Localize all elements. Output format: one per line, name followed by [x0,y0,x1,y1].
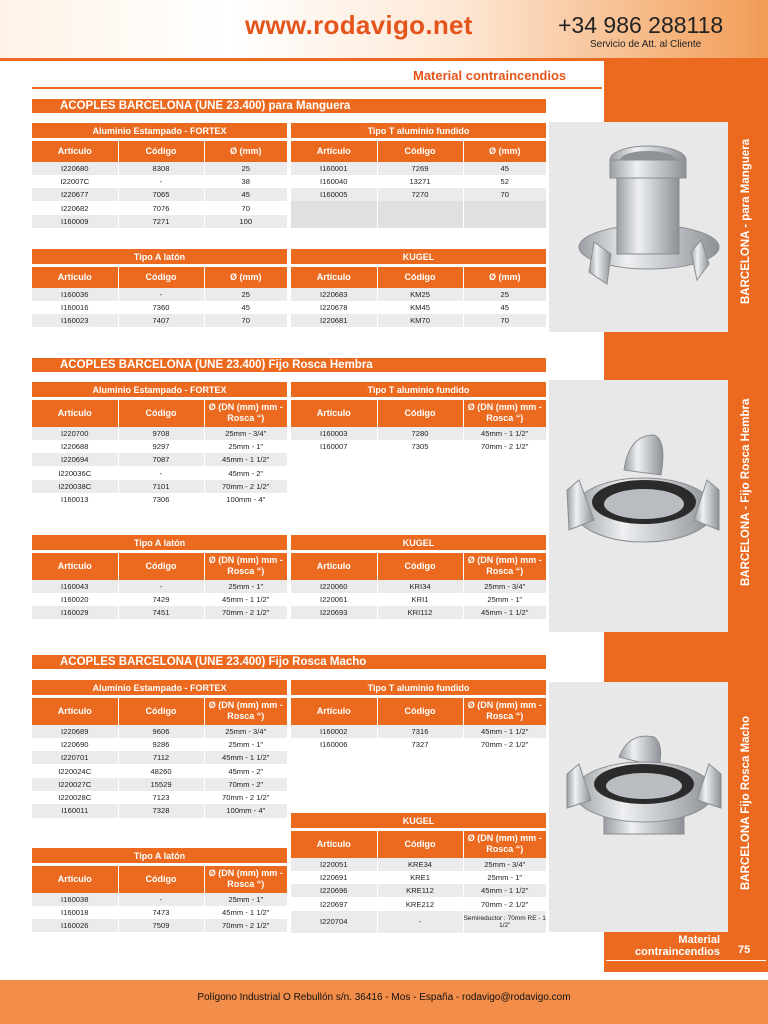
table-row [32,427,287,440]
table-row [32,493,287,506]
article-cell: I220036C [32,466,118,479]
empty-cell [291,215,377,228]
code-cell: 7306 [118,493,204,506]
table-row [32,606,287,619]
column-header: Código [377,697,463,725]
table-title: KUGEL [291,535,546,552]
size-cell: 70mm - 2 1/2" [204,919,287,932]
article-cell: I160007 [291,440,377,453]
table-row [291,738,546,751]
table-row [291,911,546,933]
size-cell: 45mm - 1 1/2" [463,427,546,440]
article-cell: I160002 [291,725,377,738]
size-cell: 25mm - 3/4" [463,858,546,871]
product-photo-panel [549,122,728,332]
code-cell: KRE34 [377,858,463,871]
page-number: 75 [738,944,751,956]
column-header: Código [118,399,204,427]
article-cell: I220677 [32,188,118,201]
table-row [291,288,546,301]
table-body [291,162,546,228]
article-cell: I220061 [291,593,377,606]
table-row [32,453,287,466]
size-cell: 45mm - 2" [204,764,287,777]
code-cell: KM70 [377,314,463,327]
table-row [32,906,287,919]
table-row [32,804,287,817]
table-row [32,175,287,188]
code-cell: 7407 [118,314,204,327]
article-cell: I220060 [291,580,377,593]
code-cell: 7271 [118,215,204,228]
footer-material-label: Material contraincendios [635,934,720,958]
article-cell: I160006 [291,738,377,751]
article-cell: I220691 [291,871,377,884]
code-cell: 7360 [118,301,204,314]
size-cell: 45mm - 2" [204,466,287,479]
table-row [32,466,287,479]
group-title: ACOPLES BARCELONA (UNE 23.400) Fijo Rosca Hembra [32,358,546,372]
table-title: Tipo A latón [32,848,287,865]
code-cell: 7269 [377,162,463,175]
table-row [291,593,546,606]
size-cell: 70mm - 2 1/2" [463,738,546,751]
size-cell: 25mm - 1" [204,893,287,906]
table-title: Tipo T aluminio fundido [291,382,546,399]
table-row [291,301,546,314]
article-cell: I160023 [32,314,118,327]
code-cell: 7112 [118,751,204,764]
article-cell: I160009 [32,215,118,228]
size-cell: 100mm - 4" [204,493,287,506]
article-cell: I160013 [32,493,118,506]
article-cell: I160038 [32,893,118,906]
article-cell: I160018 [32,906,118,919]
code-cell: 48260 [118,764,204,777]
article-cell: I220027C [32,778,118,791]
product-table [32,535,287,619]
size-cell: 25mm - 1" [463,593,546,606]
code-cell: 9297 [118,440,204,453]
table-row [291,606,546,619]
table-title: KUGEL [291,249,546,266]
table-row [32,778,287,791]
size-cell: 45 [463,162,546,175]
header-bar [0,0,768,61]
column-header: Artículo [32,266,118,288]
product-photo-panel [549,380,728,632]
code-cell: 9286 [118,738,204,751]
side-label: BARCELONA - Fijo Rosca Hembra [740,398,752,586]
column-header: Ø (DN (mm) mm - Rosca “) [204,399,287,427]
table-row [32,480,287,493]
table-body [32,893,287,933]
code-cell: 7451 [118,606,204,619]
table-row [291,188,546,201]
size-cell: 25mm - 1" [204,440,287,453]
article-cell: I220051 [291,858,377,871]
table-row [32,593,287,606]
table-row [32,919,287,932]
article-cell: I22007C [32,175,118,188]
size-cell: 45mm - 1 1/2" [463,606,546,619]
article-cell: I220701 [32,751,118,764]
size-cell: 25mm - 3/4" [204,427,287,440]
article-cell: I220028C [32,791,118,804]
column-header: Código [118,697,204,725]
table-row [291,725,546,738]
article-cell: I220697 [291,897,377,910]
article-cell: I160036 [32,288,118,301]
table-row [291,162,546,175]
article-cell: I220694 [32,453,118,466]
empty-cell [463,201,546,214]
table-title: Tipo A latón [32,535,287,552]
article-cell: I160001 [291,162,377,175]
section-title: Material contraincendios [413,68,567,83]
table-row [32,301,287,314]
table-body [32,580,287,620]
table-row [291,858,546,871]
table-row [291,580,546,593]
column-header: Ø (mm) [204,266,287,288]
table-row [291,897,546,910]
product-table [291,680,546,751]
article-cell: I220688 [32,440,118,453]
size-cell: 70mm - 2" [204,778,287,791]
empty-cell [377,215,463,228]
empty-cell [377,201,463,214]
size-cell: 52 [463,175,546,188]
empty-cell [463,215,546,228]
table-row [291,871,546,884]
size-cell: 70 [204,314,287,327]
code-cell: KRE212 [377,897,463,910]
article-cell: I160016 [32,301,118,314]
size-cell: 100mm - 4" [204,804,287,817]
code-cell: 9606 [118,725,204,738]
table-body [291,725,546,752]
size-cell: 25 [463,288,546,301]
table-title: Aluminio Estampado - FORTEX [32,680,287,697]
article-cell: I160020 [32,593,118,606]
size-cell: 70mm - 2 1/2" [204,606,287,619]
column-header: Artículo [291,830,377,858]
article-cell: I220700 [32,427,118,440]
group-title: ACOPLES BARCELONA (UNE 23.400) Fijo Rosca Macho [32,655,546,669]
code-cell: 7123 [118,791,204,804]
table-title: Tipo A latón [32,249,287,266]
size-cell: 25 [204,162,287,175]
code-cell: 7305 [377,440,463,453]
column-header: Ø (DN (mm) mm - Rosca “) [463,697,546,725]
column-header: Código [377,830,463,858]
code-cell: KRI1 [377,593,463,606]
table-row [32,188,287,201]
product-table [291,123,546,228]
article-cell: I160043 [32,580,118,593]
column-header: Código [118,140,204,162]
article-cell: I160003 [291,427,377,440]
footer-bar [0,980,768,1024]
column-header: Ø (DN (mm) mm - Rosca “) [204,552,287,580]
size-cell: 45mm - 1 1/2" [204,453,287,466]
code-cell: - [118,288,204,301]
size-cell: 100 [204,215,287,228]
column-header: Artículo [32,399,118,427]
table-row [32,288,287,301]
size-cell: 70mm - 2 1/2" [204,480,287,493]
article-cell: I220683 [291,288,377,301]
code-cell: 7280 [377,427,463,440]
table-row [291,427,546,440]
table-row [32,201,287,214]
table-row [32,791,287,804]
code-cell: 7316 [377,725,463,738]
table-row [32,764,287,777]
table-row [32,725,287,738]
code-cell: 7429 [118,593,204,606]
coupling-hose-image [549,122,728,332]
article-cell: I220680 [32,162,118,175]
code-cell: 9708 [118,427,204,440]
code-cell: 15529 [118,778,204,791]
size-cell: 70 [463,188,546,201]
table-row [32,215,287,228]
product-table [32,382,287,506]
table-row [291,175,546,188]
code-cell: 7327 [377,738,463,751]
table-title: Tipo T aluminio fundido [291,680,546,697]
article-cell: I160005 [291,188,377,201]
column-header: Ø (mm) [463,140,546,162]
size-cell: 25mm - 1" [204,580,287,593]
column-header: Código [118,865,204,893]
table-body [32,725,287,818]
article-cell: I160011 [32,804,118,817]
code-cell: KRI34 [377,580,463,593]
size-cell: 25mm - 3/4" [204,725,287,738]
product-photo-panel [549,682,728,932]
table-body [32,427,287,507]
column-header: Código [377,552,463,580]
table-row [32,162,287,175]
side-label: BARCELONA - para Manguera [740,138,752,304]
size-cell: 45 [204,188,287,201]
code-cell: 7065 [118,188,204,201]
column-header: Código [377,399,463,427]
column-header: Artículo [291,140,377,162]
size-cell: 70 [463,314,546,327]
table-body [291,288,546,328]
code-cell: 7328 [118,804,204,817]
table-row [32,314,287,327]
table-row [32,893,287,906]
footer-address: Polígono Industrial O Rebullón s/n. 36416 - Mos - España - rodavigo@rodavigo.com [197,992,571,1003]
column-header: Artículo [291,266,377,288]
website-link[interactable]: www.rodavigo.net [245,10,473,40]
table-title: Tipo T aluminio fundido [291,123,546,140]
article-cell: I220681 [291,314,377,327]
article-cell: I220038C [32,480,118,493]
size-cell: 45mm - 1 1/2" [204,751,287,764]
table-body [32,288,287,328]
size-cell: 70mm - 2 1/2" [204,791,287,804]
column-header: Ø (DN (mm) mm - Rosca “) [463,399,546,427]
size-cell: Semireductor : 70mm RE - 1 1/2" [463,911,546,933]
code-cell: KM25 [377,288,463,301]
article-cell: I220689 [32,725,118,738]
code-cell: KRI112 [377,606,463,619]
size-cell: 45mm - 1 1/2" [463,884,546,897]
divider [32,87,602,89]
code-cell: 7270 [377,188,463,201]
column-header: Artículo [291,697,377,725]
product-table [291,249,546,327]
size-cell: 25mm - 1" [463,871,546,884]
column-header: Artículo [32,697,118,725]
empty-cell [291,201,377,214]
article-cell: I220696 [291,884,377,897]
size-cell: 45 [463,301,546,314]
table-title: Aluminio Estampado - FORTEX [32,123,287,140]
column-header: Artículo [291,399,377,427]
column-header: Ø (DN (mm) mm - Rosca “) [463,552,546,580]
size-cell: 38 [204,175,287,188]
column-header: Artículo [291,552,377,580]
code-cell: 7101 [118,480,204,493]
code-cell: 13271 [377,175,463,188]
table-title: KUGEL [291,813,546,830]
product-table [32,848,287,932]
product-table [32,249,287,327]
article-cell: I220678 [291,301,377,314]
column-header: Código [377,140,463,162]
table-row [32,751,287,764]
product-table [291,382,546,453]
product-table [291,813,546,933]
article-cell: I220690 [32,738,118,751]
code-cell: KRE1 [377,871,463,884]
column-header: Código [118,552,204,580]
article-cell: I160026 [32,919,118,932]
column-header: Ø (DN (mm) mm - Rosca “) [204,865,287,893]
table-body [32,162,287,228]
article-cell: I220693 [291,606,377,619]
article-cell: I220024C [32,764,118,777]
code-cell: 7509 [118,919,204,932]
size-cell: 25mm - 1" [204,738,287,751]
column-header: Artículo [32,865,118,893]
size-cell: 70mm - 2 1/2" [463,897,546,910]
divider [606,960,766,961]
size-cell: 45mm - 1 1/2" [463,725,546,738]
column-header: Código [118,266,204,288]
coupling-female-thread-image [549,380,728,632]
product-table [32,123,287,228]
group-title: ACOPLES BARCELONA (UNE 23.400) para Manguera [32,99,546,113]
phone-number: +34 986 288118 [558,12,724,38]
column-header: Artículo [32,140,118,162]
size-cell: 45mm - 1 1/2" [204,593,287,606]
size-cell: 70mm - 2 1/2" [463,440,546,453]
column-header: Ø (DN (mm) mm - Rosca “) [463,830,546,858]
service-text: Servicio de Att. al Cliente [590,39,702,50]
empty-row [291,201,546,214]
code-cell: - [118,893,204,906]
code-cell: 7087 [118,453,204,466]
code-cell: KRE112 [377,884,463,897]
code-cell: - [118,580,204,593]
code-cell: - [118,175,204,188]
table-body [291,427,546,454]
empty-row [291,215,546,228]
side-label: BARCELONA Fijo Rosca Macho [740,715,752,890]
coupling-male-thread-image [549,682,728,932]
table-row [291,884,546,897]
table-row [291,440,546,453]
table-body [291,858,546,933]
size-cell: 25mm - 3/4" [463,580,546,593]
column-header: Ø (mm) [204,140,287,162]
table-body [291,580,546,620]
product-table [291,535,546,619]
code-cell: - [377,911,463,933]
article-cell: I160040 [291,175,377,188]
size-cell: 45mm - 1 1/2" [204,906,287,919]
table-row [32,580,287,593]
table-row [32,440,287,453]
column-header: Artículo [32,552,118,580]
column-header: Ø (mm) [463,266,546,288]
code-cell: 7076 [118,201,204,214]
column-header: Ø (DN (mm) mm - Rosca “) [204,697,287,725]
table-row [291,314,546,327]
column-header: Código [377,266,463,288]
code-cell: 7473 [118,906,204,919]
article-cell: I160029 [32,606,118,619]
size-cell: 45 [204,301,287,314]
article-cell: I220704 [291,911,377,933]
product-table [32,680,287,818]
table-title: Aluminio Estampado - FORTEX [32,382,287,399]
code-cell: - [118,466,204,479]
size-cell: 70 [204,201,287,214]
size-cell: 25 [204,288,287,301]
table-row [32,738,287,751]
code-cell: KM45 [377,301,463,314]
article-cell: I220682 [32,201,118,214]
code-cell: 8308 [118,162,204,175]
